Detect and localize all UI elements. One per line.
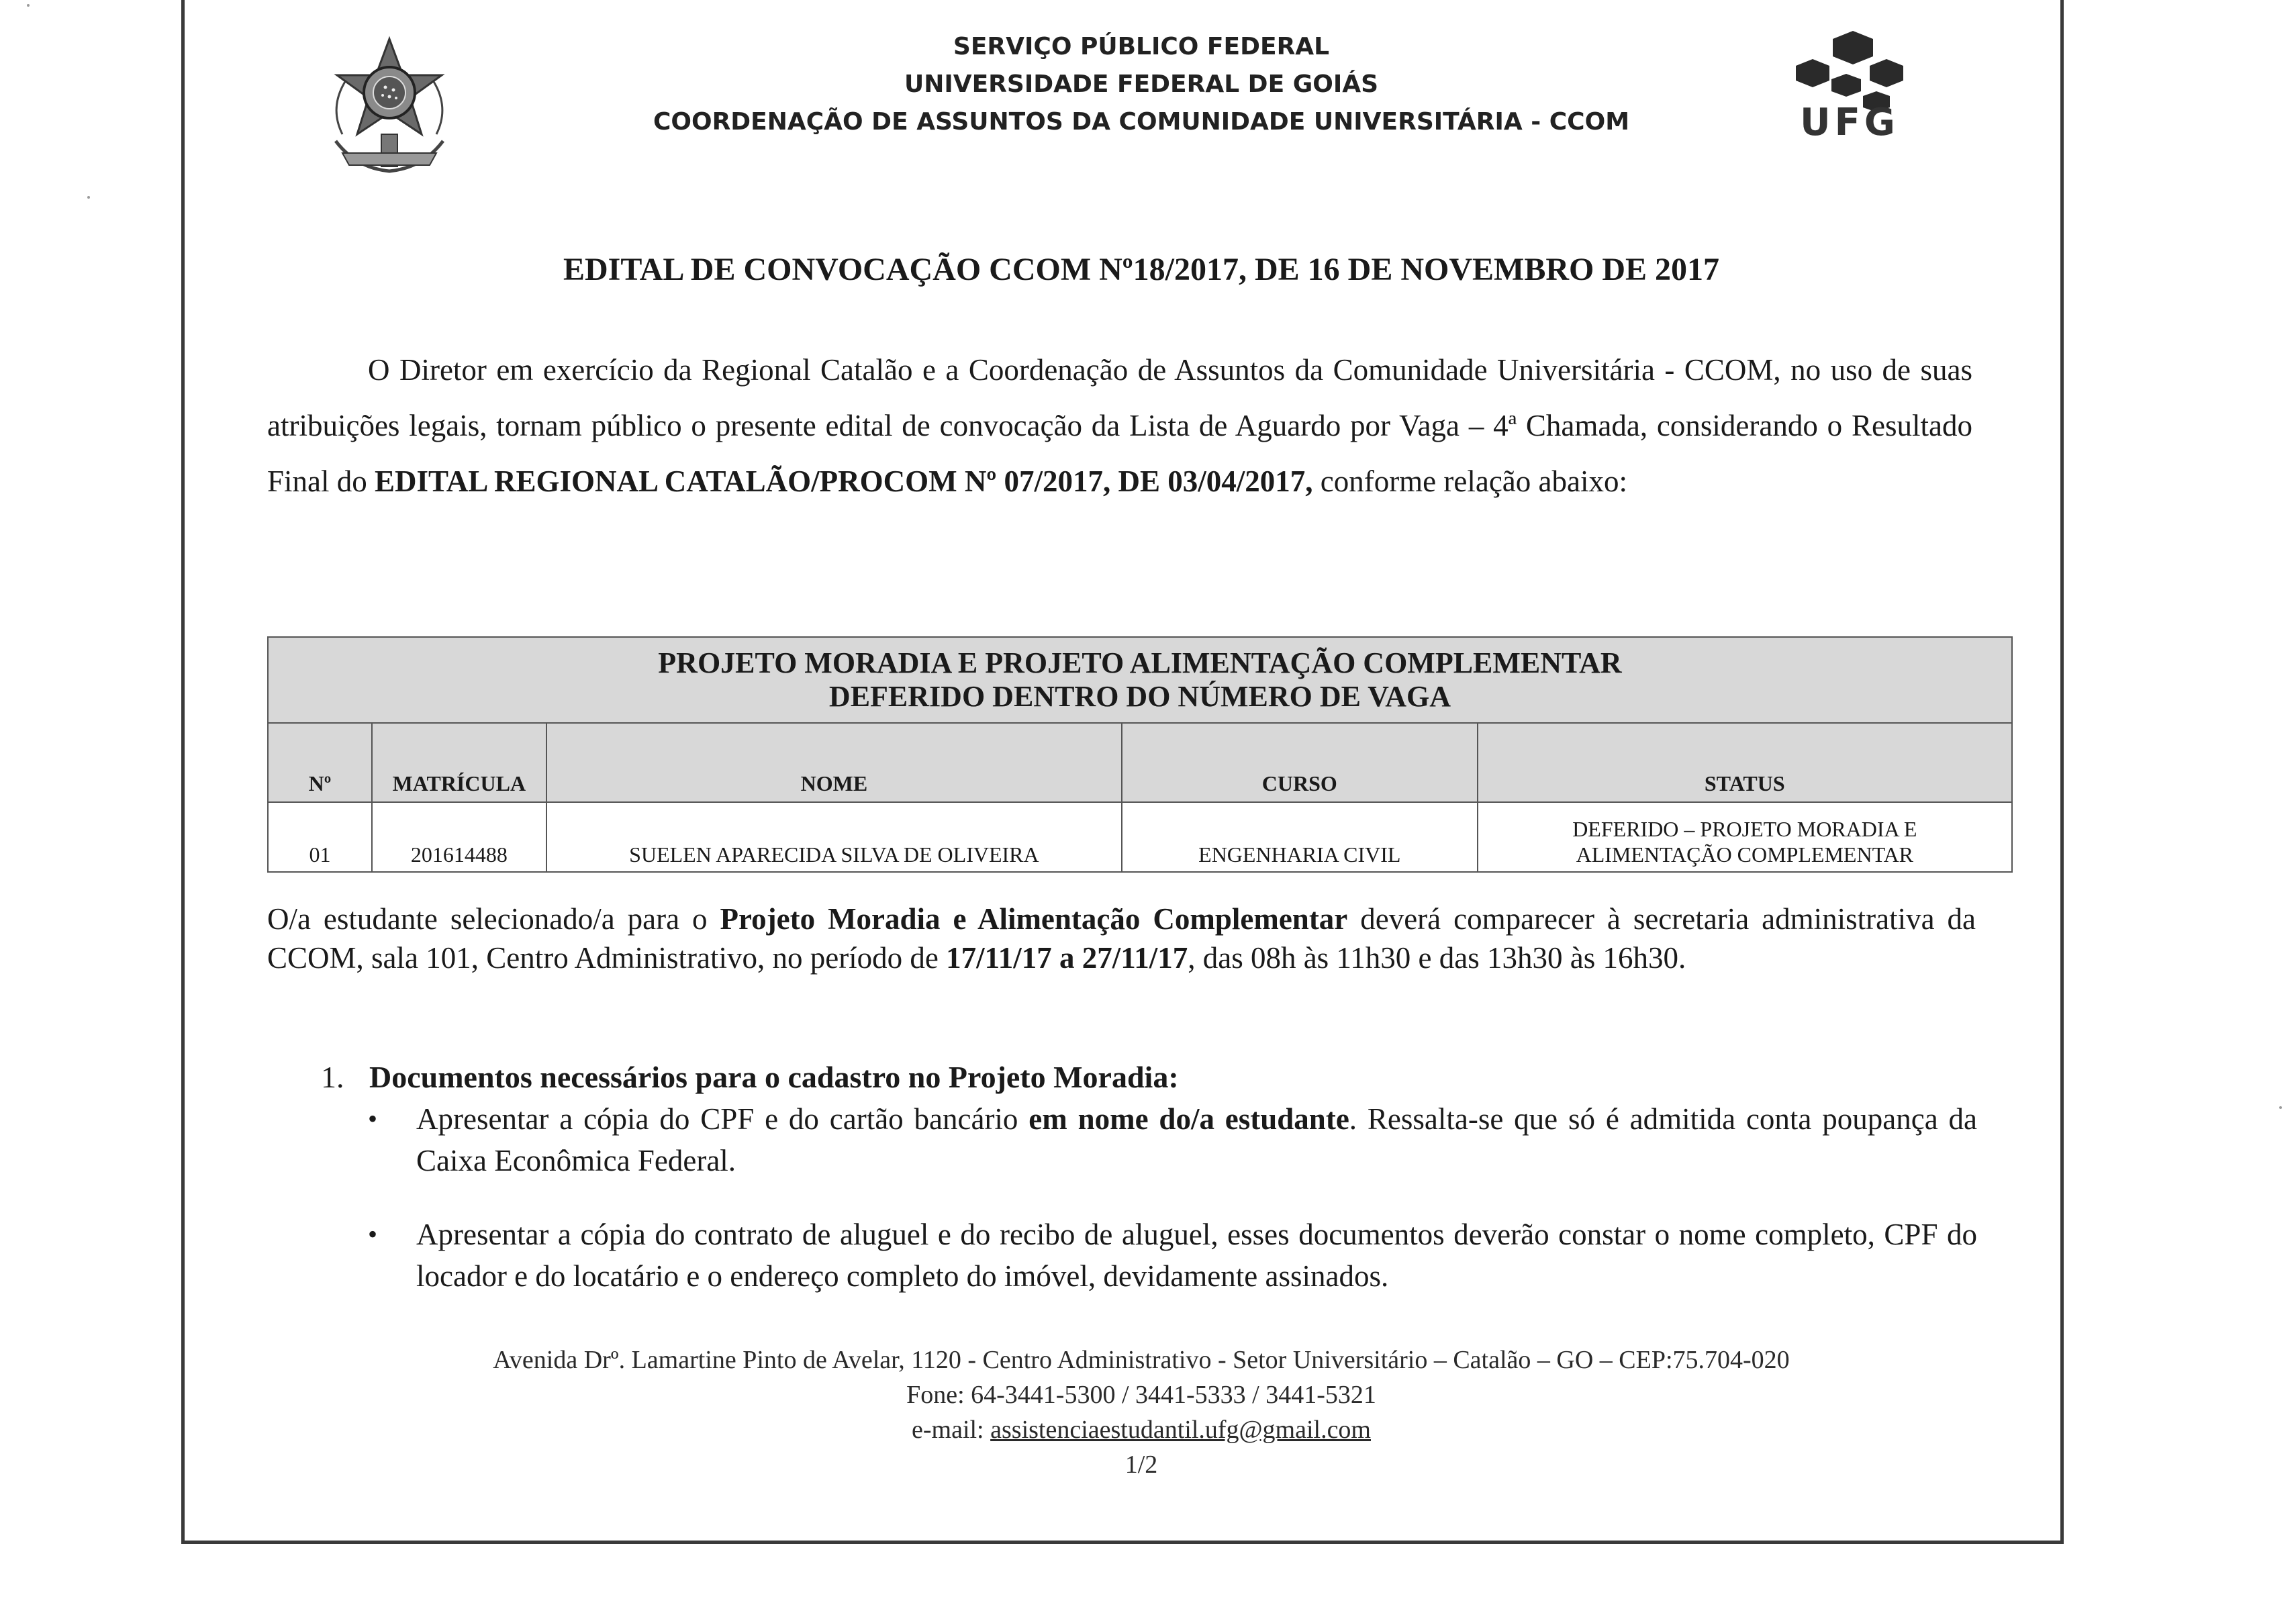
instructions-paragraph [267,899,1976,977]
instructions-text-3: , das 08h às 11h30 e das 13h30 às 16h30. [1188,941,1686,975]
scan-speck [87,196,90,199]
bullet-1-emphasis: em nome do/a estudante [1029,1102,1349,1136]
list-item [368,1098,1977,1181]
header-line-1: SERVIÇO PÚBLICO FEDERAL [953,33,1330,60]
header-line-3: COORDENAÇÃO DE ASSUNTOS DA COMUNIDADE UNIVERSITÁRIA - CCOM [653,108,1630,136]
instructions-text-1: O/a estudante selecionado/a para o [267,902,720,936]
footer-email-link[interactable]: assistenciaestudantil.ufg@gmail.com [990,1416,1371,1444]
intro-text-1: O Diretor em exercício da Regional Catalão e a Coordenação de Assuntos da Comunidade Universitária - CCOM, no uso de suas atribuições legais, tornam público o presente edital de convocação da Lista de Aguardo por Vaga – 4ª Chamada, considerando o Resultado Final do [267,353,1972,498]
cell-curso: ENGENHARIA CIVIL [1122,802,1478,872]
column-header-matricula: MATRÍCULA [372,723,546,802]
edital-title: EDITAL DE CONVOCAÇÃO CCOM Nº18/2017, DE 16 DE NOVEMBRO DE 2017 [563,252,1720,287]
instructions-period: 17/11/17 a 27/11/17 [946,941,1188,975]
footer-email-line [269,1412,2014,1447]
column-header-num: Nº [268,723,372,802]
document-header [604,28,1678,141]
bullet-1-text-2: . Ressalta-se que só é admitida conta poupança da Caixa Econômica Federal. [416,1102,1977,1177]
table-group-title [268,637,2012,723]
required-documents-list [368,1098,1977,1329]
bullet-icon: • [368,1104,378,1134]
section-number: 1. [321,1060,344,1094]
cell-status [1478,802,2012,872]
table-header-row [268,723,2012,802]
results-table [267,636,2013,873]
instructions-text-2: deverá comparecer à secretaria administrativa da CCOM, sala 101, Centro Administrativo, no período de [267,902,1976,975]
footer-phone: Fone: 64-3441-5300 / 3441-5333 / 3441-5321 [906,1381,1376,1409]
list-item [368,1214,1977,1297]
bullet-2-text: Apresentar a cópia do contrato de aluguel e do recibo de aluguel, esses documentos deverão constar o nome completo, CPF do locador e do locatário e o endereço completo do imóvel, devidamente assinados. [416,1218,1977,1293]
ufg-logo-text: UFG [1800,101,1899,144]
bullet-1-text-1: Apresentar a cópia do CPF e do cartão bancário [416,1102,1029,1136]
document-footer [269,1342,2014,1482]
scan-speck [2279,1106,2282,1109]
intro-text-2: conforme relação abaixo: [1312,465,1627,498]
column-header-nome: NOME [546,723,1122,802]
footer-email-label: e-mail: [912,1416,991,1444]
table-row [268,802,2012,872]
status-line-2: ALIMENTAÇÃO COMPLEMENTAR [1576,842,1914,867]
bullet-icon: • [368,1219,378,1249]
intro-paragraph [267,342,1972,509]
scan-speck [27,4,30,7]
cell-nome: SUELEN APARECIDA SILVA DE OLIVEIRA [546,802,1122,872]
intro-edital-reference: EDITAL REGIONAL CATALÃO/PROCOM Nº 07/2017, DE 03/04/2017, [375,465,1313,498]
section-heading-text: Documentos necessários para o cadastro no Projeto Moradia: [369,1060,1179,1094]
page-number: 1/2 [1125,1451,1158,1479]
table-title-line-1: PROJETO MORADIA E PROJETO ALIMENTAÇÃO COMPLEMENTAR [658,646,1622,679]
status-line-1: DEFERIDO – PROJETO MORADIA E [1572,817,1917,841]
brazil-coat-of-arms-icon [316,34,463,181]
header-line-2: UNIVERSIDADE FEDERAL DE GOIÁS [904,70,1379,98]
instructions-project-name: Projeto Moradia e Alimentação Complementar [720,902,1348,936]
column-header-curso: CURSO [1122,723,1478,802]
column-header-status: STATUS [1478,723,2012,802]
cell-num: 01 [268,802,372,872]
section-1-heading [321,1059,1966,1095]
table-title-line-2: DEFERIDO DENTRO DO NÚMERO DE VAGA [828,680,1451,713]
footer-address: Avenida Drº. Lamartine Pinto de Avelar, 1120 - Centro Administrativo - Setor Universitário – Catalão – GO – CEP:75.704-020 [493,1346,1790,1374]
cell-matricula: 201614488 [372,802,546,872]
